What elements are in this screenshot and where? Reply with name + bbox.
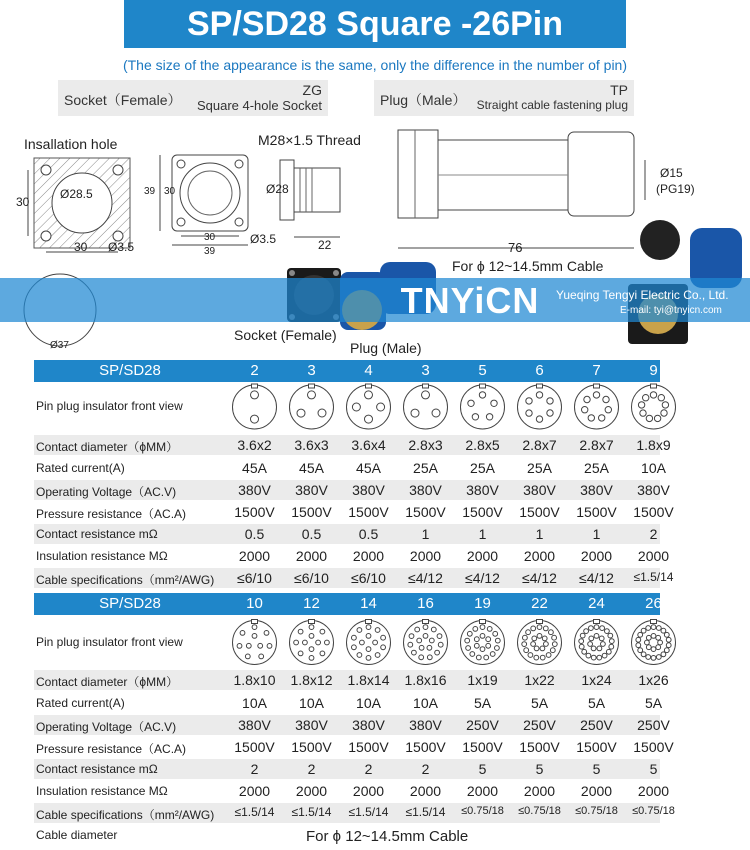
- dim-28: Ø28: [266, 182, 289, 196]
- install-hole-label: Insallation hole: [24, 136, 118, 152]
- pin-face-9-icon: [625, 382, 682, 432]
- row-label: Contact diameter（ϕMM）: [36, 440, 179, 454]
- table-cell: ≤6/10: [294, 570, 329, 586]
- table-row: [34, 670, 669, 690]
- table-row: [34, 803, 675, 823]
- table-cell: ≤4/12: [579, 570, 614, 586]
- row-label: Rated current(A): [36, 696, 125, 710]
- table-cell: 1500V: [462, 504, 503, 520]
- table-cell: 1.8x16: [404, 672, 447, 688]
- pin-face-2-icon: [226, 382, 283, 432]
- row-label: Contact diameter（ϕMM）: [36, 675, 179, 689]
- socket-side-drawing: [280, 160, 340, 237]
- table-cell: 1500V: [405, 739, 446, 755]
- dim-28-5: Ø28.5: [60, 187, 93, 201]
- table-cell: 1x19: [467, 672, 498, 688]
- pin-face-7-icon: [568, 382, 625, 432]
- table-row: [34, 693, 663, 713]
- pin-count-header: 3: [421, 362, 430, 379]
- row-label: Cable diameter: [36, 828, 118, 842]
- table-cell: 2000: [580, 783, 613, 799]
- pin-count-header: 16: [417, 595, 434, 612]
- table-cell: 2000: [523, 548, 556, 564]
- table-cell: 1x26: [638, 672, 669, 688]
- row-label: Cable specifications（mm²/AWG): [36, 573, 215, 587]
- table-header-2: [34, 593, 660, 615]
- plug-desc: Straight cable fastening plug: [476, 98, 628, 112]
- table-cell: 5A: [473, 695, 492, 711]
- table-cell: ≤1.5/14: [234, 805, 275, 819]
- table-cell: 2: [307, 761, 316, 777]
- table-cell: 3.6x3: [294, 437, 329, 453]
- table-row: [34, 382, 660, 432]
- company-email: E-mail: tyi@tnyicn.com: [620, 305, 722, 316]
- table-cell: 3.6x4: [351, 437, 386, 453]
- pin-face-16-icon: [397, 615, 454, 670]
- dim-39-v: 39: [144, 186, 156, 197]
- table-cell: 1x22: [524, 672, 555, 688]
- table-cell: 0.5: [358, 526, 379, 542]
- pin-count-header: 4: [364, 362, 373, 379]
- row-label: Operating Voltage（AC.V): [36, 720, 177, 734]
- table-cell: 5A: [530, 695, 549, 711]
- table-cell: 2000: [409, 548, 442, 564]
- table-cell: 380V: [409, 717, 442, 733]
- table-cell: 2: [250, 761, 259, 777]
- table-cell: 2: [364, 761, 373, 777]
- row-label: Insulation resistance MΩ: [36, 784, 168, 798]
- table-cell: 1500V: [633, 739, 674, 755]
- pin-face-3-icon: [397, 382, 454, 432]
- table-cell: 2000: [295, 783, 328, 799]
- table-cell: 1x24: [581, 672, 612, 688]
- table-cell: 45A: [242, 460, 267, 476]
- table-row: [34, 568, 674, 588]
- table-cell: 380V: [295, 717, 328, 733]
- table-cell: 380V: [523, 482, 556, 498]
- table-cell: 250V: [637, 717, 670, 733]
- pin-count-header: 6: [535, 362, 544, 379]
- socket-label: Socket（Female）: [64, 92, 182, 108]
- table-row: [34, 737, 674, 757]
- table-cell: 45A: [299, 460, 324, 476]
- table-cell: 380V: [352, 482, 385, 498]
- pin-face-26-icon: [625, 615, 682, 670]
- pin-count-header: 5: [478, 362, 487, 379]
- cable-diameter-note: For ϕ 12~14.5mm Cable: [306, 828, 469, 845]
- table-cell: 1500V: [405, 504, 446, 520]
- socket-female-label: Socket (Female): [234, 327, 337, 343]
- table-cell: 2000: [466, 783, 499, 799]
- table-cell: 10A: [242, 695, 267, 711]
- table-cell: 2000: [238, 783, 271, 799]
- table-cell: 5: [478, 761, 487, 777]
- table-cell: 25A: [527, 460, 552, 476]
- pin-count-header: 12: [303, 595, 320, 612]
- pin-count-header: 9: [649, 362, 658, 379]
- table-cell: 1500V: [576, 504, 617, 520]
- table-cell: 1.8x10: [233, 672, 276, 688]
- table-cell: 1500V: [519, 739, 560, 755]
- table-cell: 1: [535, 526, 544, 542]
- table-header-1: [34, 360, 660, 382]
- table-cell: ≤1.5/14: [633, 570, 674, 584]
- table-cell: 1500V: [348, 504, 389, 520]
- table-row: [34, 480, 670, 500]
- pin-count-header: 7: [592, 362, 601, 379]
- table-cell: 1500V: [234, 739, 275, 755]
- table-cell: 1500V: [576, 739, 617, 755]
- table-cell: 2000: [238, 548, 271, 564]
- table-cell: 2000: [523, 783, 556, 799]
- table-cell: 1500V: [519, 504, 560, 520]
- table-cell: 1500V: [633, 504, 674, 520]
- page-subtitle: (The size of the appearance is the same, only the difference in the number of pin): [122, 57, 628, 73]
- table-cell: 2.8x5: [465, 437, 500, 453]
- pin-face-22-icon: [511, 615, 568, 670]
- table-title: SP/SD28: [99, 362, 161, 379]
- pin-face-12-icon: [283, 615, 340, 670]
- table-cell: 2000: [352, 548, 385, 564]
- table-cell: 2: [649, 526, 658, 542]
- cable-range-label: For ϕ 12~14.5mm Cable: [452, 258, 604, 274]
- dim-3-5-left: Ø3.5: [108, 240, 135, 254]
- table-cell: 1.8x12: [290, 672, 333, 688]
- table-cell: 5A: [644, 695, 663, 711]
- table-cell: 5: [535, 761, 544, 777]
- table-cell: 380V: [352, 717, 385, 733]
- table-cell: 250V: [523, 717, 556, 733]
- table-cell: ≤6/10: [351, 570, 386, 586]
- table-cell: 1: [478, 526, 487, 542]
- dim-30-v: 30: [164, 186, 176, 197]
- table-row: [34, 715, 670, 735]
- plug-side-drawing: [398, 130, 645, 248]
- table-cell: 0.5: [301, 526, 322, 542]
- table-cell: 380V: [409, 482, 442, 498]
- row-label: Insulation resistance MΩ: [36, 549, 168, 563]
- pin-count-header: 19: [474, 595, 491, 612]
- table-row: [34, 524, 660, 544]
- pin-count-header: 24: [588, 595, 605, 612]
- dim-39-h: 39: [204, 246, 216, 257]
- table-cell: ≤0.75/18: [461, 805, 504, 817]
- table-cell: 2000: [580, 548, 613, 564]
- pin-count-header: 2: [250, 362, 259, 379]
- pin-face-10-icon: [226, 615, 283, 670]
- table-cell: 10A: [413, 695, 438, 711]
- pg19-label: (PG19): [656, 182, 695, 196]
- table-cell: 1: [421, 526, 430, 542]
- pin-face-5-icon: [454, 382, 511, 432]
- table-cell: 380V: [466, 482, 499, 498]
- pin-face-24-icon: [568, 615, 625, 670]
- table-cell: 250V: [466, 717, 499, 733]
- pin-count-header: 26: [645, 595, 662, 612]
- dim-3-5-mid: Ø3.5: [250, 232, 277, 246]
- dim-76: 76: [508, 240, 523, 255]
- table-cell: ≤4/12: [522, 570, 557, 586]
- row-label: Contact resistance mΩ: [36, 527, 158, 541]
- row-label: Pin plug insulator front view: [36, 399, 183, 413]
- pin-face-6-icon: [511, 382, 568, 432]
- table-cell: ≤4/12: [465, 570, 500, 586]
- table-cell: ≤0.75/18: [518, 805, 561, 817]
- table-cell: 380V: [238, 482, 271, 498]
- pin-count-header: 3: [307, 362, 316, 379]
- table-row: [34, 615, 660, 670]
- table-row: [34, 458, 666, 478]
- row-label: Operating Voltage（AC.V): [36, 485, 177, 499]
- table-cell: 250V: [580, 717, 613, 733]
- table-cell: ≤1.5/14: [348, 805, 389, 819]
- table-cell: 2000: [637, 783, 670, 799]
- table-cell: 10A: [641, 460, 666, 476]
- table-cell: 380V: [238, 717, 271, 733]
- socket-desc: Square 4-hole Socket: [196, 98, 322, 113]
- table-cell: 5: [649, 761, 658, 777]
- table-cell: ≤0.75/18: [575, 805, 618, 817]
- table-cell: 2.8x7: [579, 437, 614, 453]
- table-cell: 2000: [637, 548, 670, 564]
- table-row: [34, 502, 674, 522]
- table-cell: 2: [421, 761, 430, 777]
- row-label: Pressure resistance（AC.A): [36, 507, 187, 521]
- table-cell: 1.8x9: [636, 437, 671, 453]
- table-cell: 1500V: [234, 504, 275, 520]
- brand-logo: TNYiCN: [400, 280, 540, 321]
- dim-22: 22: [318, 238, 332, 252]
- table-cell: 2000: [352, 783, 385, 799]
- table-cell: 380V: [580, 482, 613, 498]
- dim-30-h: 30: [204, 232, 216, 243]
- table-cell: 1500V: [291, 504, 332, 520]
- table-cell: 1500V: [462, 739, 503, 755]
- pin-face-19-icon: [454, 615, 511, 670]
- table-cell: ≤0.75/18: [632, 805, 675, 817]
- plug-male-label: Plug (Male): [350, 340, 422, 356]
- table-row: [34, 781, 670, 801]
- socket-code: ZG: [302, 82, 322, 98]
- pin-count-header: 22: [531, 595, 548, 612]
- row-label: Pin plug insulator front view: [36, 635, 183, 649]
- dim-15: Ø15: [660, 166, 683, 180]
- table-cell: 5: [592, 761, 601, 777]
- table-row: [34, 546, 670, 566]
- thread-label: M28×1.5 Thread: [258, 132, 361, 148]
- socket-label-box: [58, 80, 328, 116]
- table-cell: 1500V: [348, 739, 389, 755]
- table-cell: 10A: [356, 695, 381, 711]
- table-row: [34, 435, 671, 455]
- row-label: Pressure resistance（AC.A): [36, 742, 187, 756]
- table-cell: ≤1.5/14: [405, 805, 446, 819]
- table-cell: 0.5: [244, 526, 265, 542]
- table-cell: 380V: [295, 482, 328, 498]
- pin-face-3-icon: [283, 382, 340, 432]
- table-cell: 25A: [413, 460, 438, 476]
- row-label: Contact resistance mΩ: [36, 762, 158, 776]
- table-cell: 380V: [637, 482, 670, 498]
- table-cell: ≤1.5/14: [291, 805, 332, 819]
- table-cell: 10A: [299, 695, 324, 711]
- table-cell: 5A: [587, 695, 606, 711]
- table-cell: 2000: [295, 548, 328, 564]
- dim-30-bottom: 30: [74, 240, 88, 254]
- row-label: Cable specifications（mm²/AWG): [36, 808, 215, 822]
- dim-37: Ø37: [50, 340, 69, 351]
- company-name: Yueqing Tengyi Electric Co., Ltd.: [556, 288, 729, 302]
- table-cell: 2.8x3: [408, 437, 443, 453]
- plug-code: TP: [610, 82, 628, 98]
- table-cell: 2000: [466, 548, 499, 564]
- pin-face-4-icon: [340, 382, 397, 432]
- row-label: Rated current(A): [36, 461, 125, 475]
- pin-count-header: 14: [360, 595, 377, 612]
- table-cell: 2000: [409, 783, 442, 799]
- installation-hole-drawing: [28, 158, 130, 252]
- table-cell: 45A: [356, 460, 381, 476]
- table-cell: ≤4/12: [408, 570, 443, 586]
- table-cell: 1.8x14: [347, 672, 390, 688]
- plug-label: Plug（Male）: [380, 92, 467, 108]
- page-title: SP/SD28 Square -26Pin: [124, 0, 626, 48]
- table-cell: 3.6x2: [237, 437, 272, 453]
- table-cell: 25A: [584, 460, 609, 476]
- table-cell: 1: [592, 526, 601, 542]
- table-cell: 25A: [470, 460, 495, 476]
- dim-30-left: 30: [16, 195, 30, 209]
- table-title: SP/SD28: [99, 595, 161, 612]
- plug-label-box: [374, 80, 634, 116]
- table-cell: 2.8x7: [522, 437, 557, 453]
- pin-face-14-icon: [340, 615, 397, 670]
- table-cell: ≤6/10: [237, 570, 272, 586]
- pin-count-header: 10: [246, 595, 263, 612]
- table-row: [34, 759, 660, 779]
- table-cell: 1500V: [291, 739, 332, 755]
